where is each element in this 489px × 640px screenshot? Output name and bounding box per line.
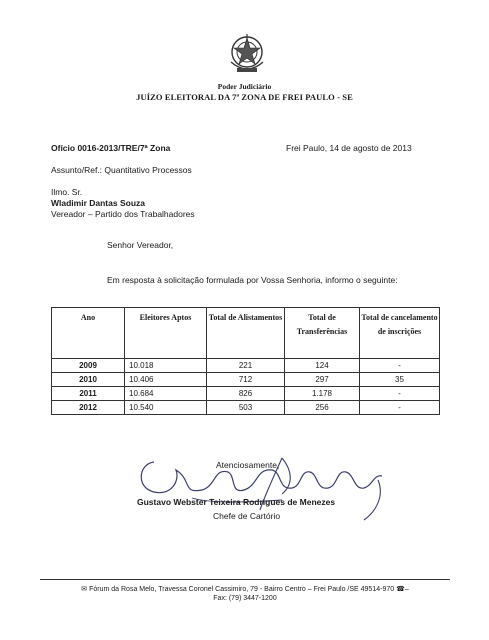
signer-role: Chefe de Cartório — [213, 511, 281, 521]
cell-year: 2010 — [52, 373, 125, 387]
cell-year: 2011 — [52, 387, 125, 401]
header-transfers: Total de Transferências — [285, 308, 360, 359]
table-row — [52, 401, 440, 415]
footer-divider — [40, 579, 450, 580]
greeting: Senhor Vereador, — [107, 240, 174, 250]
cell-enrollments: 221 — [207, 359, 285, 373]
cell-cancellations: - — [360, 359, 440, 373]
table-row — [52, 387, 440, 401]
table-header-row — [52, 308, 440, 359]
cell-cancellations: - — [360, 387, 440, 401]
footer-fax: Fax: (79) 3447-1200 — [213, 595, 277, 602]
institution-name: Poder Judiciário — [217, 82, 272, 91]
salutation-line: Ilmo. Sr. — [51, 187, 83, 197]
coat-of-arms-icon — [227, 32, 267, 76]
recipient-name: Wladimir Dantas Souza — [51, 198, 145, 208]
cell-eligible-voters: 10.406 — [125, 373, 207, 387]
cell-cancellations: - — [360, 401, 440, 415]
table-row — [52, 359, 440, 373]
recipient-title: Vereador – Partido dos Trabalhadores — [51, 209, 195, 219]
cell-eligible-voters: 10.684 — [125, 387, 207, 401]
footer-address-text: Fórum da Rosa Melo, Travessa Coronel Cassimiro, 79 - Bairro Centro – Frei Paulo /SE 49514-970 — [89, 586, 395, 593]
phone-icon: ☎ — [396, 586, 405, 593]
subject-line: Assunto/Ref.: Quantitativo Processos — [51, 165, 192, 175]
cell-cancellations: 35 — [360, 373, 440, 387]
header-cancellations: Total de cancelamento de inscrições — [360, 308, 440, 359]
cell-eligible-voters: 10.540 — [125, 401, 207, 415]
cell-enrollments: 503 — [207, 401, 285, 415]
cell-year: 2009 — [52, 359, 125, 373]
cell-transfers: 1.178 — [285, 387, 360, 401]
body-text: Em resposta à solicitação formulada por Vossa Senhoria, informo o seguinte: — [107, 275, 398, 285]
document-date: Frei Paulo, 14 de agosto de 2013 — [286, 143, 412, 153]
signer-name: Gustavo Webster Teixeira Rodrigues de Menezes — [137, 497, 336, 507]
header-eligible-voters: Eleitores Aptos — [125, 308, 207, 359]
document-reference: Ofício 0016-2013/TRE/7ª Zona — [51, 143, 171, 153]
cell-transfers: 297 — [285, 373, 360, 387]
cell-eligible-voters: 10.018 — [125, 359, 207, 373]
farewell: Atenciosamente, — [216, 460, 280, 470]
header-enrollments: Total de Alistamentos — [207, 308, 285, 359]
cell-enrollments: 712 — [207, 373, 285, 387]
cell-enrollments: 826 — [207, 387, 285, 401]
footer-address: ✉ Fórum da Rosa Melo, Travessa Coronel Cassimiro, 79 - Bairro Centro – Frei Paulo /SE 49514-970 ☎– — [81, 586, 409, 593]
envelope-icon: ✉ — [81, 586, 88, 593]
court-name: JUÍZO ELEITORAL DA 7ª ZONA DE FREI PAULO - SE — [136, 92, 353, 102]
header-year: Ano — [52, 308, 125, 359]
cell-year: 2012 — [52, 401, 125, 415]
cell-transfers: 256 — [285, 401, 360, 415]
table-row — [52, 373, 440, 387]
cell-transfers: 124 — [285, 359, 360, 373]
data-table — [51, 307, 440, 415]
